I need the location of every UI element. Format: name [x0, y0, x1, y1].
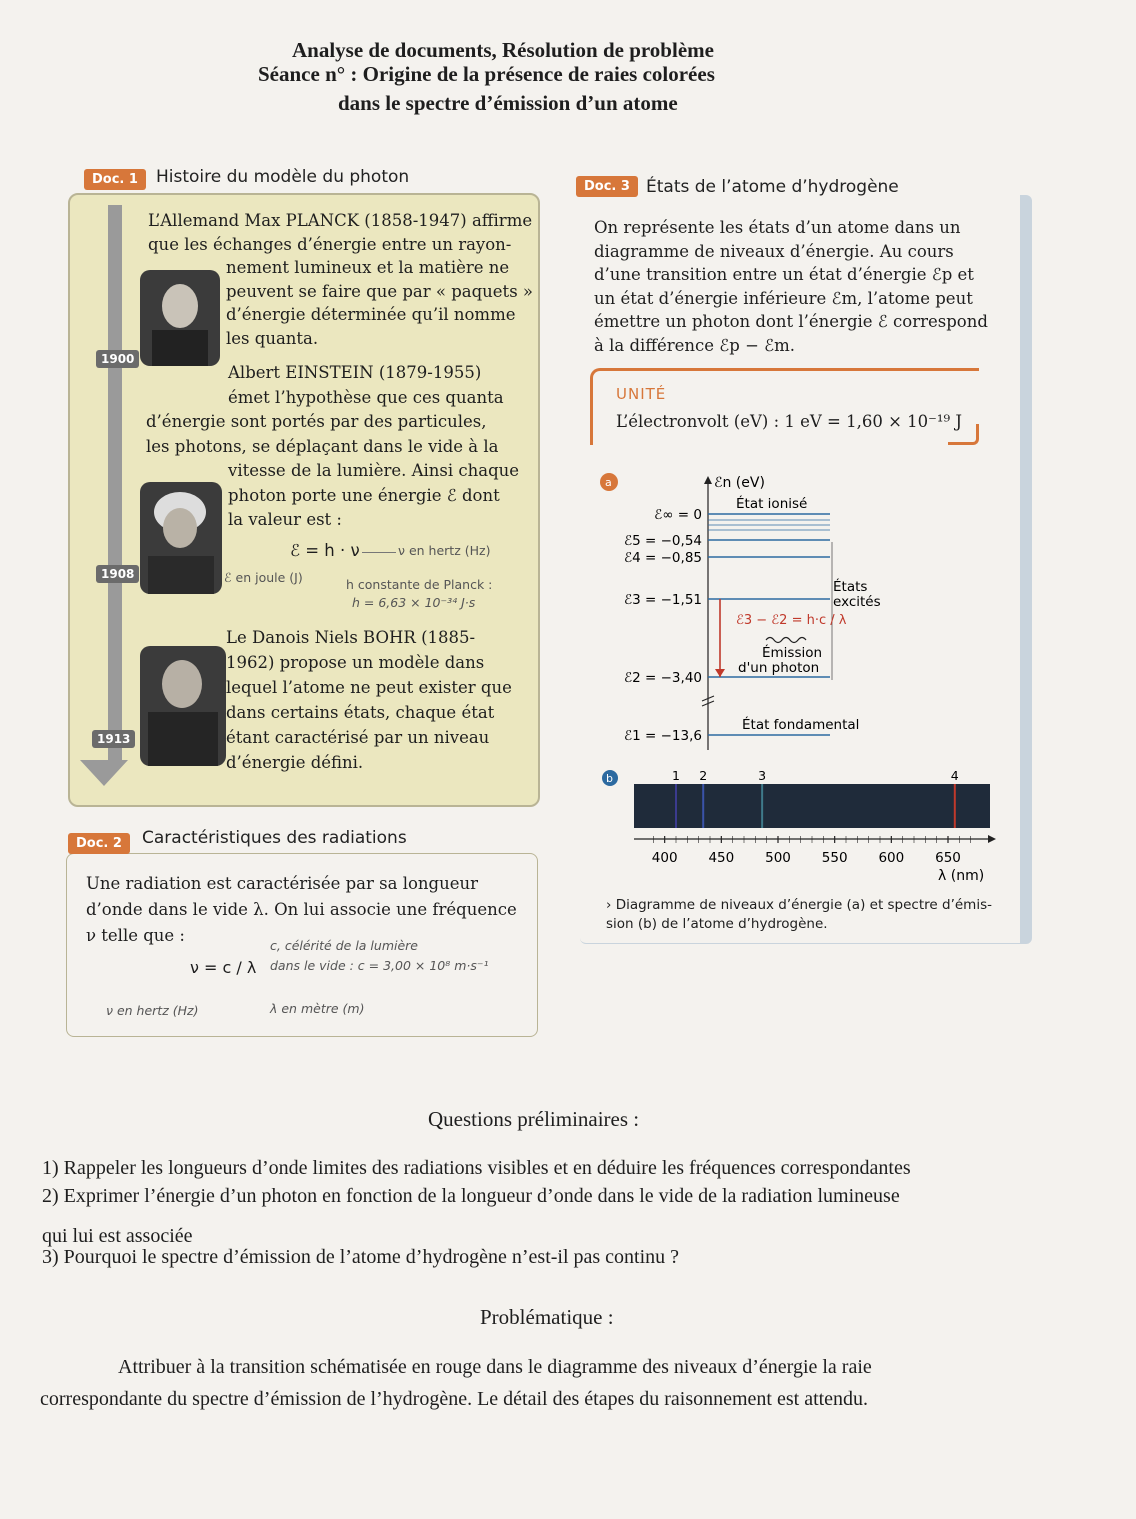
- emission-spectrum: [590, 762, 1010, 890]
- bohr-line: étant caractérisé par un niveau: [226, 728, 490, 747]
- frequency-formula: ν = c / λ: [190, 958, 257, 977]
- axis-tick-label: 650: [935, 850, 961, 866]
- planck-constant-value: h = 6,63 × 10⁻³⁴ J·s: [352, 595, 476, 610]
- problem-title: Problématique :: [480, 1305, 614, 1329]
- wavelength-axis-arrow-icon: [988, 835, 996, 843]
- energy-axis-arrow-icon: [704, 476, 712, 484]
- bohr-line: dans certains états, chaque état: [226, 703, 495, 722]
- excited-states-label-2: excités: [833, 594, 881, 610]
- planck-line: nement lumineux et la matière ne: [226, 258, 510, 277]
- ground-state-label: État fondamental: [742, 717, 860, 733]
- doc2-line: d’onde dans le vide λ. On lui associe une fréquence: [86, 900, 517, 919]
- axis-tick-label: 450: [708, 850, 735, 866]
- bohr-line: Le Danois Niels BOHR (1885-: [226, 628, 476, 647]
- doc3-line: On représente les états d’un atome dans un: [594, 218, 961, 237]
- doc3-title: États de l’atome d’hydrogène: [646, 177, 899, 197]
- spectral-line-label: 2: [699, 768, 708, 783]
- einstein-photo: [140, 482, 222, 594]
- doc3-line: un état d’énergie inférieure ℰm, l’atome peut: [594, 288, 973, 308]
- question-1: 1) Rappeler les longueurs d’onde limites des radiations visibles et en déduire les fréquences correspondantes: [42, 1157, 911, 1179]
- axis-tick-label: 500: [765, 850, 791, 866]
- einstein-line: vitesse de la lumière. Ainsi chaque: [228, 461, 520, 480]
- planck-line: d’énergie déterminée qu’il nomme: [226, 305, 516, 324]
- wavelength-unit-note: λ en mètre (m): [270, 1001, 365, 1016]
- einstein-formula: ℰ = h · ν: [290, 541, 360, 560]
- axis-tick-label: 600: [878, 850, 905, 866]
- question-2b: qui lui est associée: [42, 1225, 193, 1247]
- doc3-badge: Doc. 3: [576, 176, 638, 197]
- figure-caption-1: › Diagramme de niveaux d’énergie (a) et spectre d’émis-: [606, 897, 992, 913]
- bohr-line: lequel l’atome ne peut exister que: [226, 678, 512, 697]
- timeline-arrow-icon: [80, 760, 128, 786]
- planck-photo: [140, 270, 220, 366]
- wavelength-unit-label: λ (nm): [938, 868, 985, 884]
- bohr-line: 1962) propose un modèle dans: [226, 653, 485, 672]
- doc2-title: Caractéristiques des radiations: [142, 828, 407, 848]
- einstein-line: Albert EINSTEIN (1879-1955): [228, 363, 482, 382]
- figure-caption-2: sion (b) de l’atome d’hydrogène.: [606, 916, 828, 932]
- header-line-1: Analyse de documents, Résolution de problème: [292, 38, 714, 62]
- celerity-note-2: dans le vide : c = 3,00 × 10⁸ m·s⁻¹: [270, 958, 489, 973]
- planck-line: peuvent se faire que par « paquets »: [226, 281, 533, 301]
- einstein-line: émet l’hypothèse que ces quanta: [228, 387, 504, 407]
- year-1908: 1908: [96, 565, 139, 583]
- unit-text: L’électronvolt (eV) : 1 eV = 1,60 × 10⁻¹⁹ J: [616, 412, 962, 431]
- doc2-line: Une radiation est caractérisée par sa longueur: [86, 874, 478, 893]
- timeline-bar: [108, 205, 122, 765]
- formula-pointer: [362, 552, 396, 553]
- energy-level-label: ℰ2 = −3,40: [623, 670, 702, 686]
- problem-line-1: Attribuer à la transition schématisée en rouge dans le diagramme des niveaux d’énergie la raie: [118, 1356, 872, 1378]
- question-2a: 2) Exprimer l’énergie d’un photon en fonction de la longueur d’onde dans le vide de la radiation lumineuse: [42, 1185, 900, 1207]
- axis-tick-label: 550: [821, 850, 848, 866]
- doc3-line: émettre un photon dont l’énergie ℰ correspond: [594, 312, 988, 331]
- energy-level-label: ℰ4 = −0,85: [623, 550, 702, 566]
- energy-level-label: ℰ5 = −0,54: [623, 533, 702, 549]
- spectrum-label-b: b: [606, 772, 613, 785]
- energy-level-label: ℰ1 = −13,6: [623, 728, 702, 744]
- frequency-unit-note: ν en hertz (Hz): [106, 1003, 199, 1018]
- questions-title: Questions préliminaires :: [428, 1107, 640, 1131]
- year-1913: 1913: [92, 730, 135, 748]
- photon-wave-icon: [766, 638, 806, 643]
- energy-level-label: ℰ3 = −1,51: [623, 592, 702, 608]
- doc3-line: d’une transition entre un état d’énergie ℰp et: [594, 265, 974, 284]
- doc1-title: Histoire du modèle du photon: [156, 167, 410, 187]
- emission-label-2: d'un photon: [738, 660, 820, 676]
- einstein-line: photon porte une énergie ℰ dont: [228, 485, 500, 505]
- einstein-line: d’énergie sont portés par des particules,: [146, 412, 487, 431]
- doc1-badge: Doc. 1: [84, 169, 146, 190]
- doc2-line: ν telle que :: [86, 926, 185, 945]
- emission-label-1: Émission: [762, 645, 823, 661]
- planck-line: les quanta.: [226, 328, 319, 348]
- einstein-line: la valeur est :: [228, 510, 342, 529]
- energy-level-diagram: [590, 470, 1010, 760]
- spectral-line-label: 3: [758, 768, 767, 783]
- question-3: 3) Pourquoi le spectre d’émission de l’atome d’hydrogène n’est-il pas continu ?: [42, 1246, 680, 1268]
- ionized-state-label: État ionisé: [736, 496, 808, 512]
- unit-frame: [590, 368, 979, 445]
- planck-constant-label: h constante de Planck :: [346, 577, 493, 592]
- energy-axis-label: ℰn (eV): [714, 475, 765, 491]
- red-transition-arrowhead-icon: [715, 669, 725, 677]
- unit-title: UNITÉ: [616, 385, 667, 403]
- bohr-photo: [140, 646, 226, 766]
- header-line-3: dans le spectre d’émission d’un atome: [338, 91, 678, 115]
- diagram-label-a: a: [605, 476, 612, 489]
- spectral-line-label: 4: [950, 768, 959, 783]
- excited-states-label-1: États: [833, 579, 868, 595]
- bohr-line: d’énergie défini.: [226, 753, 364, 772]
- planck-line: L’Allemand Max PLANCK (1858-1947) affirme: [148, 211, 533, 230]
- energy-unit-note: ℰ en joule (J): [224, 570, 303, 585]
- planck-line: que les échanges d’énergie entre un rayon-: [148, 234, 512, 254]
- header-line-2: Séance n° : Origine de la présence de raies colorées: [258, 62, 715, 86]
- doc2-badge: Doc. 2: [68, 833, 130, 854]
- axis-tick-label: 400: [651, 850, 678, 866]
- problem-line-2: correspondante du spectre d’émission de l’hydrogène. Le détail des étapes du raisonnement est attendu.: [40, 1388, 869, 1410]
- einstein-line: les photons, se déplaçant dans le vide à la: [146, 436, 499, 456]
- celerity-note-1: c, célérité de la lumière: [270, 938, 418, 953]
- doc3-line: diagramme de niveaux d’énergie. Au cours: [594, 241, 954, 261]
- spectrum-band: [634, 784, 990, 828]
- doc3-line: à la différence ℰp − ℰm.: [594, 335, 796, 355]
- year-1900: 1900: [96, 350, 139, 368]
- spectral-line-label: 1: [672, 768, 680, 783]
- energy-level-label: ℰ∞ = 0: [654, 507, 702, 523]
- nu-unit-note: ν en hertz (Hz): [398, 543, 491, 558]
- transition-formula: ℰ3 − ℰ2 = h·c / λ: [736, 613, 847, 628]
